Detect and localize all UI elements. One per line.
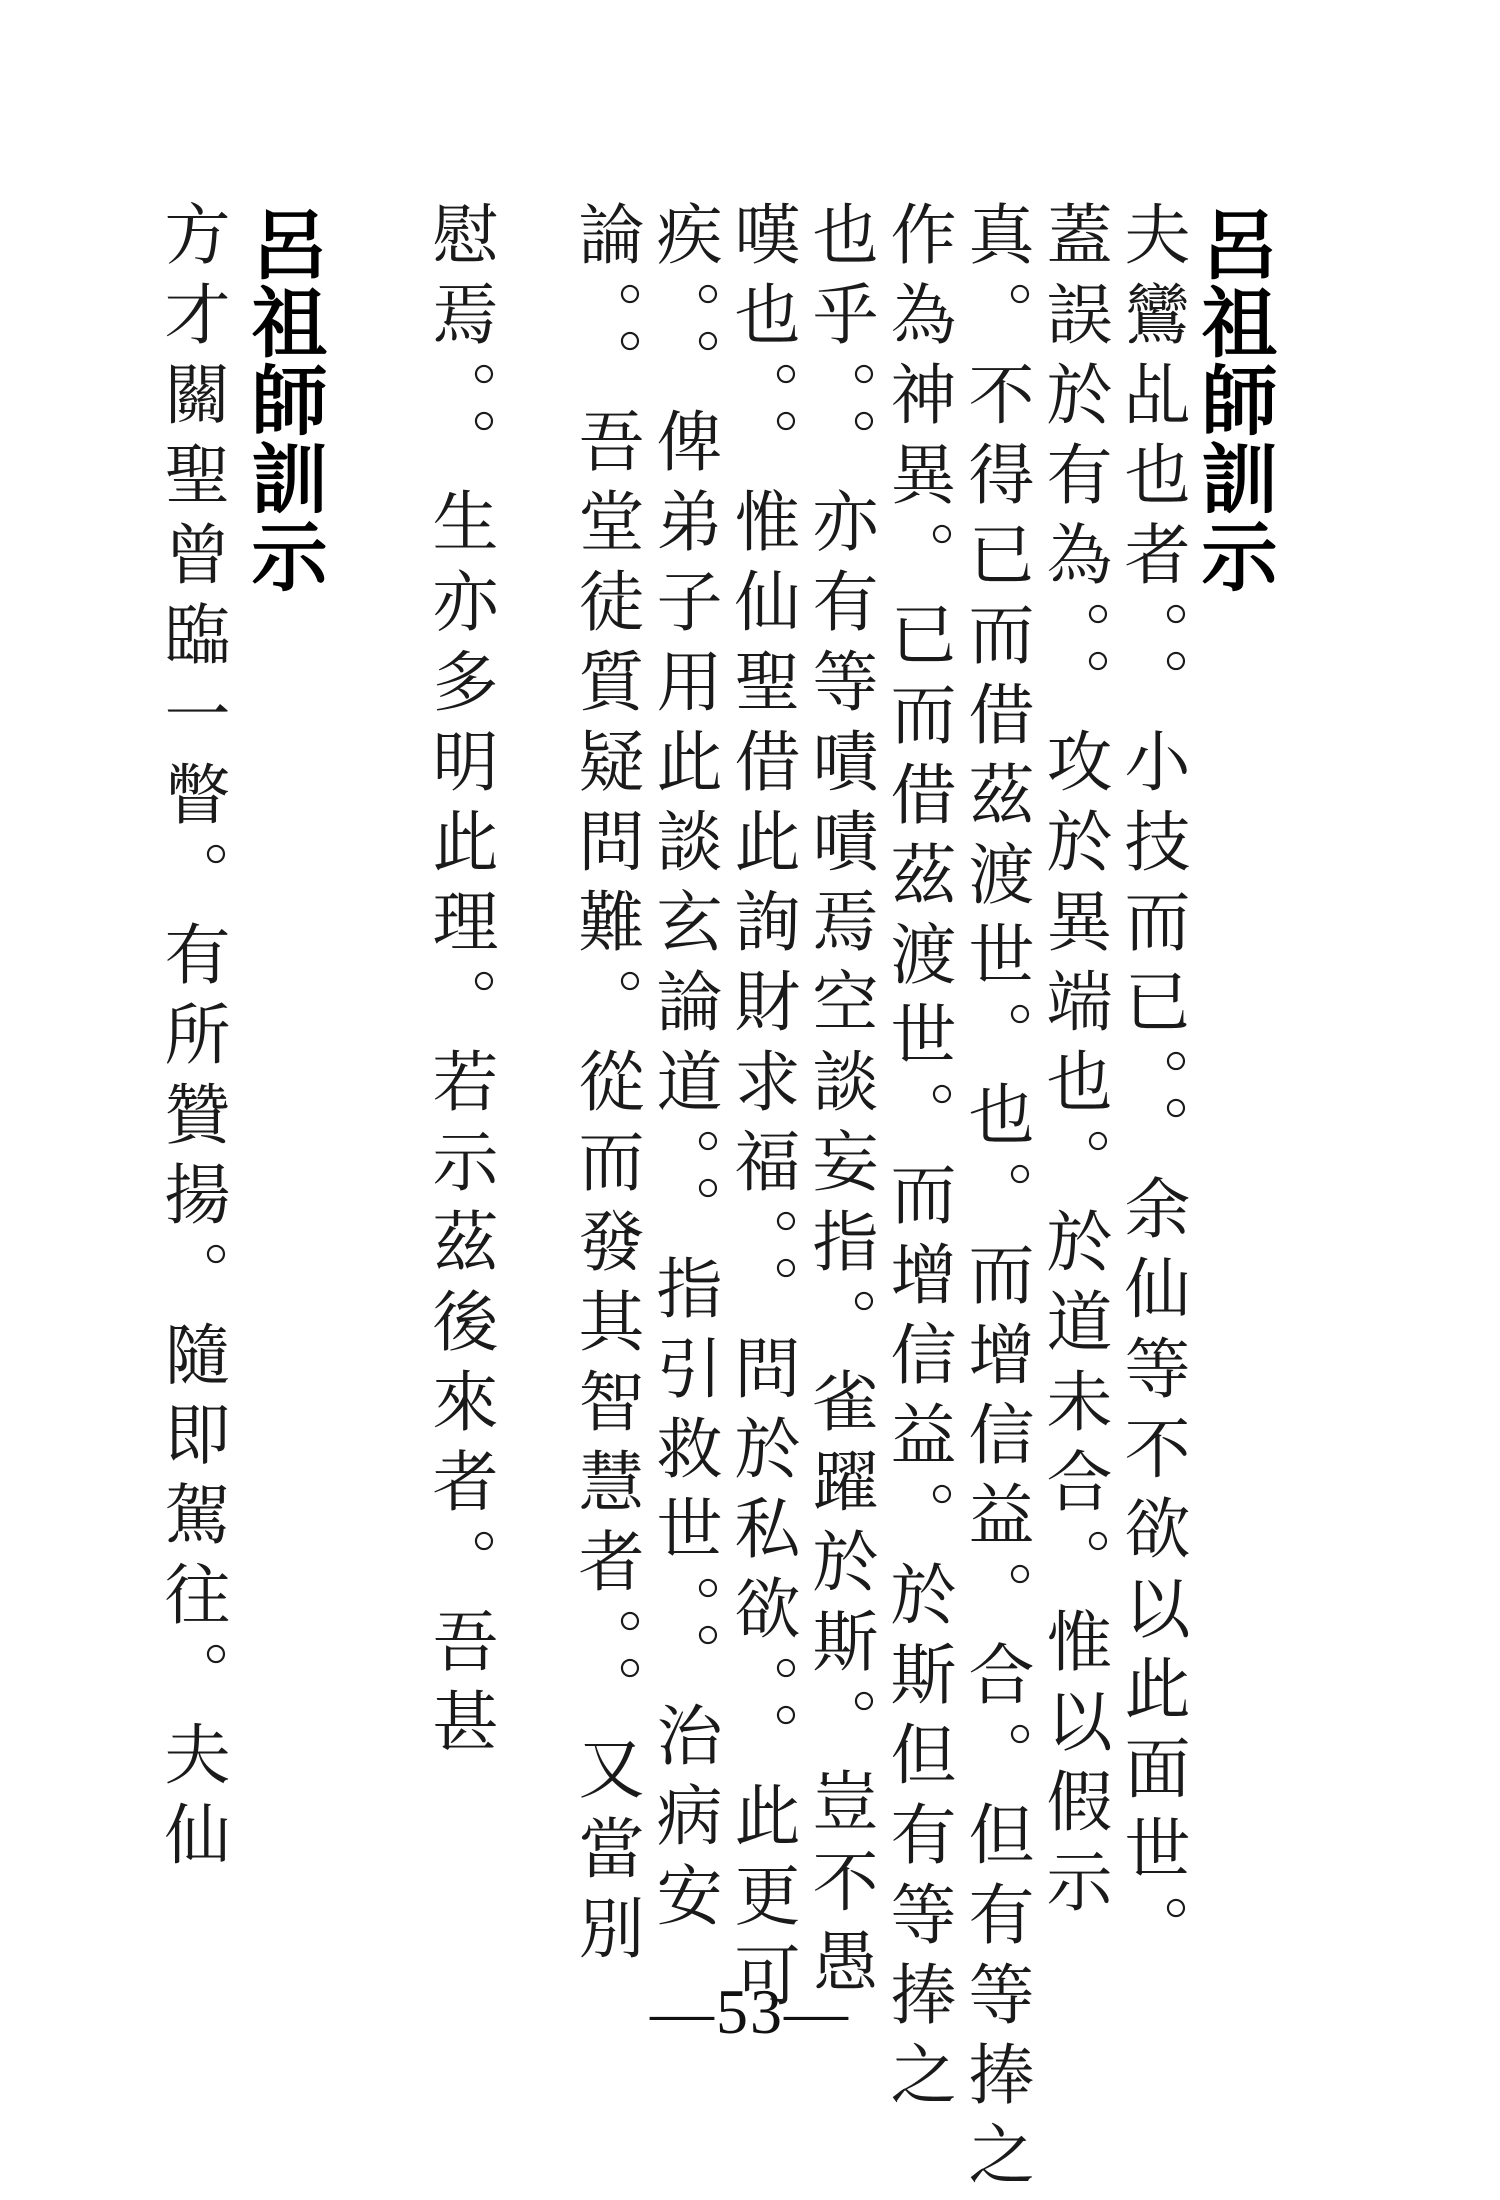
section-heading-1: 呂祖師訓示 [1189,205,1278,595]
body-column: 慰焉。。生亦多明此理。若示茲後來者。吾甚 [421,200,498,1767]
body-column: 方才關聖曾臨一瞥。有所贊揚。隨即駕往。夫仙 [153,200,230,1880]
body-column: 蓋誤於有為。。攻於異端也。於道未合。惟以假示 [1035,200,1112,1927]
body-column: 論。。吾堂徒質疑問難。從而發其智慧者。。又當別 [567,200,644,1974]
section-heading-2: 呂祖師訓示 [239,205,328,595]
page-number: —53— [650,1976,850,2047]
body-column: 夫鸞乩也者。。小技而已。。余仙等不欲以此面世。 [1113,200,1190,1974]
body-column: 真。不得已而借茲渡世。也。而增信益。合。但有等捧之 [957,200,1034,2200]
body-column: 也乎。。亦有等嘖嘖焉空談妄指。雀躍於斯。豈不愚 [801,200,878,2007]
body-column: 疾。。俾弟子用此談玄論道。。指引救世。。治病安 [645,200,722,1941]
body-column: 嘆也。。惟仙聖借此詢財求福。。問於私欲。。此更可 [723,200,800,2021]
body-column: 作為神異。已而借茲渡世。而增信益。於斯但有等捧之 [879,200,956,2120]
